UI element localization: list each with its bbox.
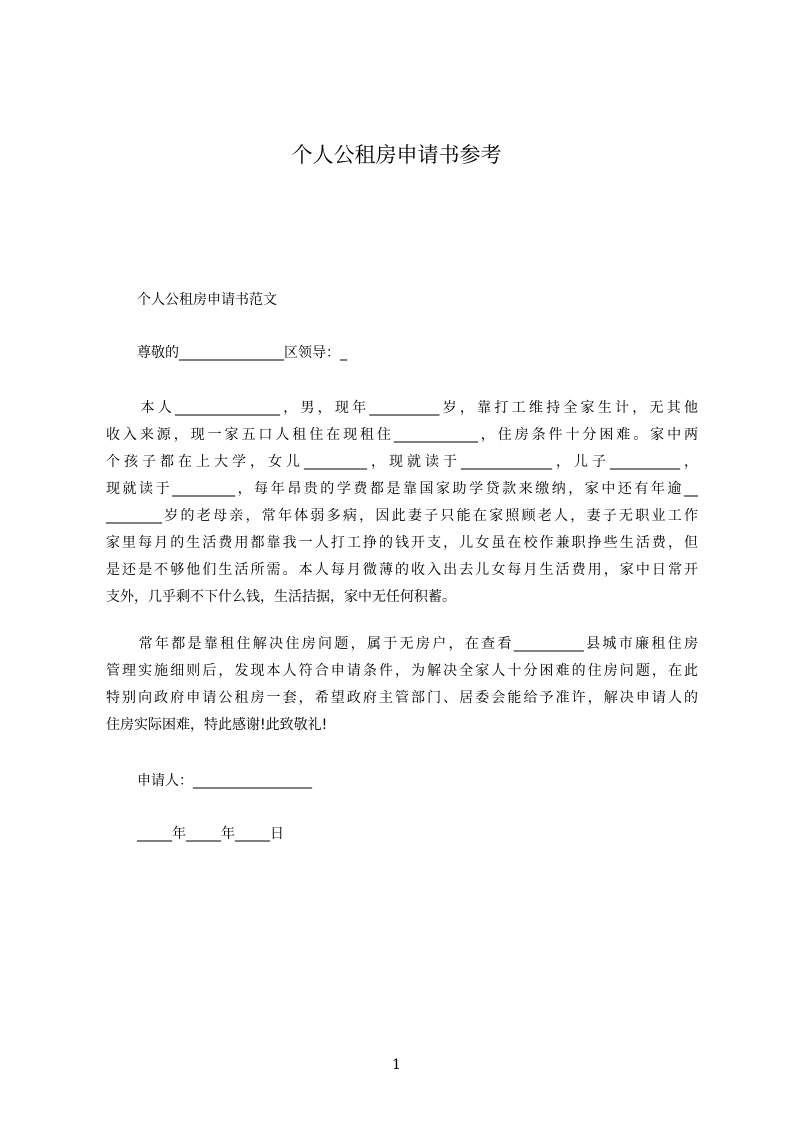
paragraph-1-line: 个孩子都在上大学，女儿_________，现就读于_____________，儿子__________， [106, 454, 698, 470]
paragraph-1-line: 本人_______________，男，现年__________岁，靠打工维持全家生计，无其他 [106, 400, 698, 416]
paragraph-1-line: 收入来源，现一家五口人租住在现租住____________，住房条件十分困难。家中两 [106, 427, 698, 443]
paragraph-1-line: 现就读于_________，每年昂贵的学费都是靠国家助学贷款来缴纳，家中还有年逾__ [106, 481, 698, 497]
applicant-signature-line: 申请人：_________________ [137, 773, 312, 789]
document-subtitle: 个人公租房申请书范文 [137, 292, 277, 308]
date-line: _____年_____年_____日 [137, 826, 284, 842]
page-number: 1 [392, 1057, 401, 1073]
salutation: 尊敬的_______________区领导：_ [137, 345, 347, 361]
paragraph-1-line: ________岁的老母亲，常年体弱多病，因此妻子只能在家照顾老人，妻子无职业工作 [106, 508, 698, 524]
paragraph-2-line: 管理实施细则后，发现本人符合申请条件，为解决全家人十分困难的住房问题，在此 [106, 663, 698, 679]
paragraph-2-line: 常年都是靠租住解决住房问题，属于无房户，在查看__________县城市廉租住房 [106, 636, 698, 652]
document-title: 个人公租房申请书参考 [291, 143, 502, 167]
paragraph-1-line: 支外，几乎剩不下什么钱，生活拮据，家中无任何积蓄。 [106, 589, 456, 605]
paragraph-2-line: 住房实际困难，特此感谢!此致敬礼! [106, 717, 328, 733]
paragraph-1-line: 是还是不够他们生活所需。本人每月微薄的收入出去儿女每月生活费用，家中日常开 [106, 562, 698, 578]
paragraph-1-line: 家里每月的生活费用都靠我一人打工挣的钱开支，儿女虽在校作兼职挣些生活费，但 [106, 535, 698, 551]
paragraph-2-line: 特别向政府申请公租房一套，希望政府主管部门、居委会能给予准许，解决申请人的 [106, 690, 698, 706]
